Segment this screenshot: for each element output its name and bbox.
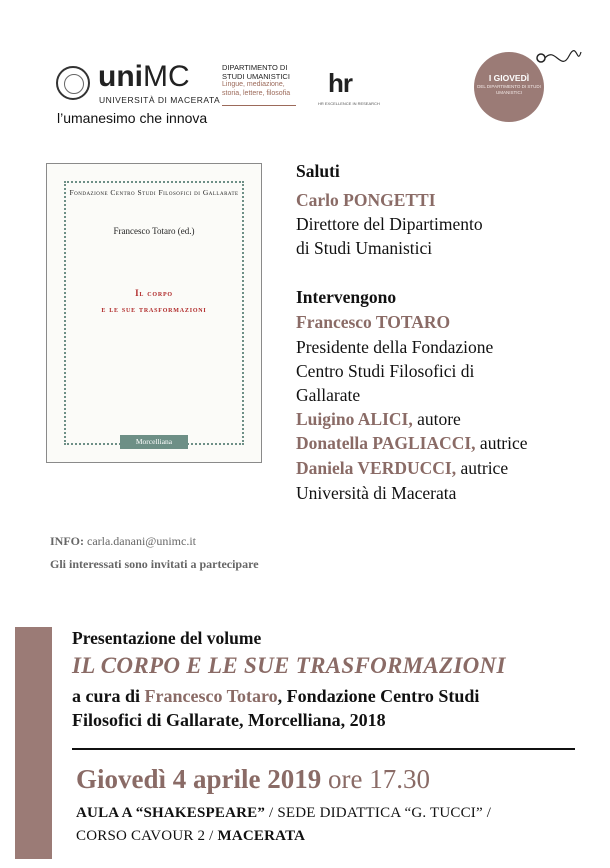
presentation-curator-line: a cura di Francesco Totaro, Fondazione Centro Studi [72, 686, 480, 706]
accent-side-bar [15, 627, 52, 859]
event-date: Giovedì 4 aprile 2019 [76, 764, 322, 794]
department-title: DIPARTIMENTO DI STUDI UMANISTICI [222, 63, 290, 81]
speaker-1-role-1: Presidente della Fondazione [296, 337, 494, 357]
saluti-speaker-role-1: Direttore del Dipartimento [296, 214, 483, 234]
info-email-link[interactable]: carla.danani@unimc.it [84, 534, 197, 548]
event-venue-line-2: CORSO CAVOUR 2 / MACERATA [76, 828, 306, 844]
presentation-label: Presentazione del volume [72, 628, 262, 648]
presentation-title: IL CORPO E LE SUE TRASFORMAZIONI [72, 653, 506, 678]
speaker-1-role-2: Centro Studi Filosofici di [296, 361, 475, 381]
hr-excellence-caption: HR EXCELLENCE IN RESEARCH [318, 101, 380, 106]
book-publisher-label: Morcelliana [120, 435, 188, 449]
giovedi-subtitle: DEL DIPARTIMENTO DI STUDI UMANISTICI [477, 84, 541, 95]
speaker-4-name: Daniela VERDUCCI, [296, 458, 457, 478]
speaker-3 [296, 432, 528, 455]
book-cover [46, 163, 262, 463]
unimc-tagline: l’umanesimo che innova [57, 110, 208, 126]
info-label: INFO: [50, 534, 84, 548]
book-publisher-heading: Fondazione Centro Studi Filosofici di Gallarate [69, 188, 239, 197]
event-date-time [76, 764, 430, 795]
intervengono-heading: Intervengono [296, 287, 397, 307]
speaker-3-role: autrice [475, 433, 528, 453]
book-title-line-1: Il corpo [135, 288, 173, 298]
unimc-subtitle: UNIVERSITÀ DI MACERATA [99, 95, 221, 105]
giovedi-title: I GIOVEDÌ [488, 73, 530, 83]
saluti-heading: Saluti [296, 161, 340, 181]
book-editor: Francesco Totaro (ed.) [113, 226, 195, 236]
speaker-1-name: Francesco TOTARO [296, 312, 451, 332]
speaker-2-name: Luigino ALICI, [296, 409, 413, 429]
unimc-seal-icon [56, 66, 90, 100]
saluti-speaker-name: Carlo PONGETTI [296, 190, 436, 210]
unimc-logo: uniMC [98, 60, 190, 93]
presentation-publisher-line: Filosofici di Gallarate, Morcelliana, 2018 [72, 710, 386, 730]
speaker-2-role: autore [412, 409, 461, 429]
invite-text: Gli interessati sono invitati a partecipare [50, 557, 259, 571]
speaker-4 [296, 457, 508, 480]
book-title-line-2: e le sue trasformazioni [101, 304, 207, 314]
speaker-1-role-3: Gallarate [296, 385, 361, 405]
tag-string-icon [525, 42, 585, 82]
curator-name: Francesco Totaro [144, 686, 278, 706]
event-time: ore 17.30 [321, 764, 430, 794]
speaker-2 [296, 408, 461, 431]
info-line [50, 534, 196, 549]
section-divider [72, 748, 575, 750]
department-underline [222, 105, 296, 106]
speaker-4-role: autrice [456, 458, 509, 478]
speaker-3-name: Donatella PAGLIACCI, [296, 433, 476, 453]
saluti-speaker-role-2: di Studi Umanistici [296, 238, 433, 258]
hr-excellence-logo: hr [328, 68, 352, 98]
affiliation: Università di Macerata [296, 483, 457, 503]
event-venue-line-1: AULA A “SHAKESPEARE” / SEDE DIDATTICA “G. TUCCI” / [76, 805, 492, 821]
department-subtitle: Lingue, mediazione, storia, lettere, filosofia [222, 81, 291, 97]
